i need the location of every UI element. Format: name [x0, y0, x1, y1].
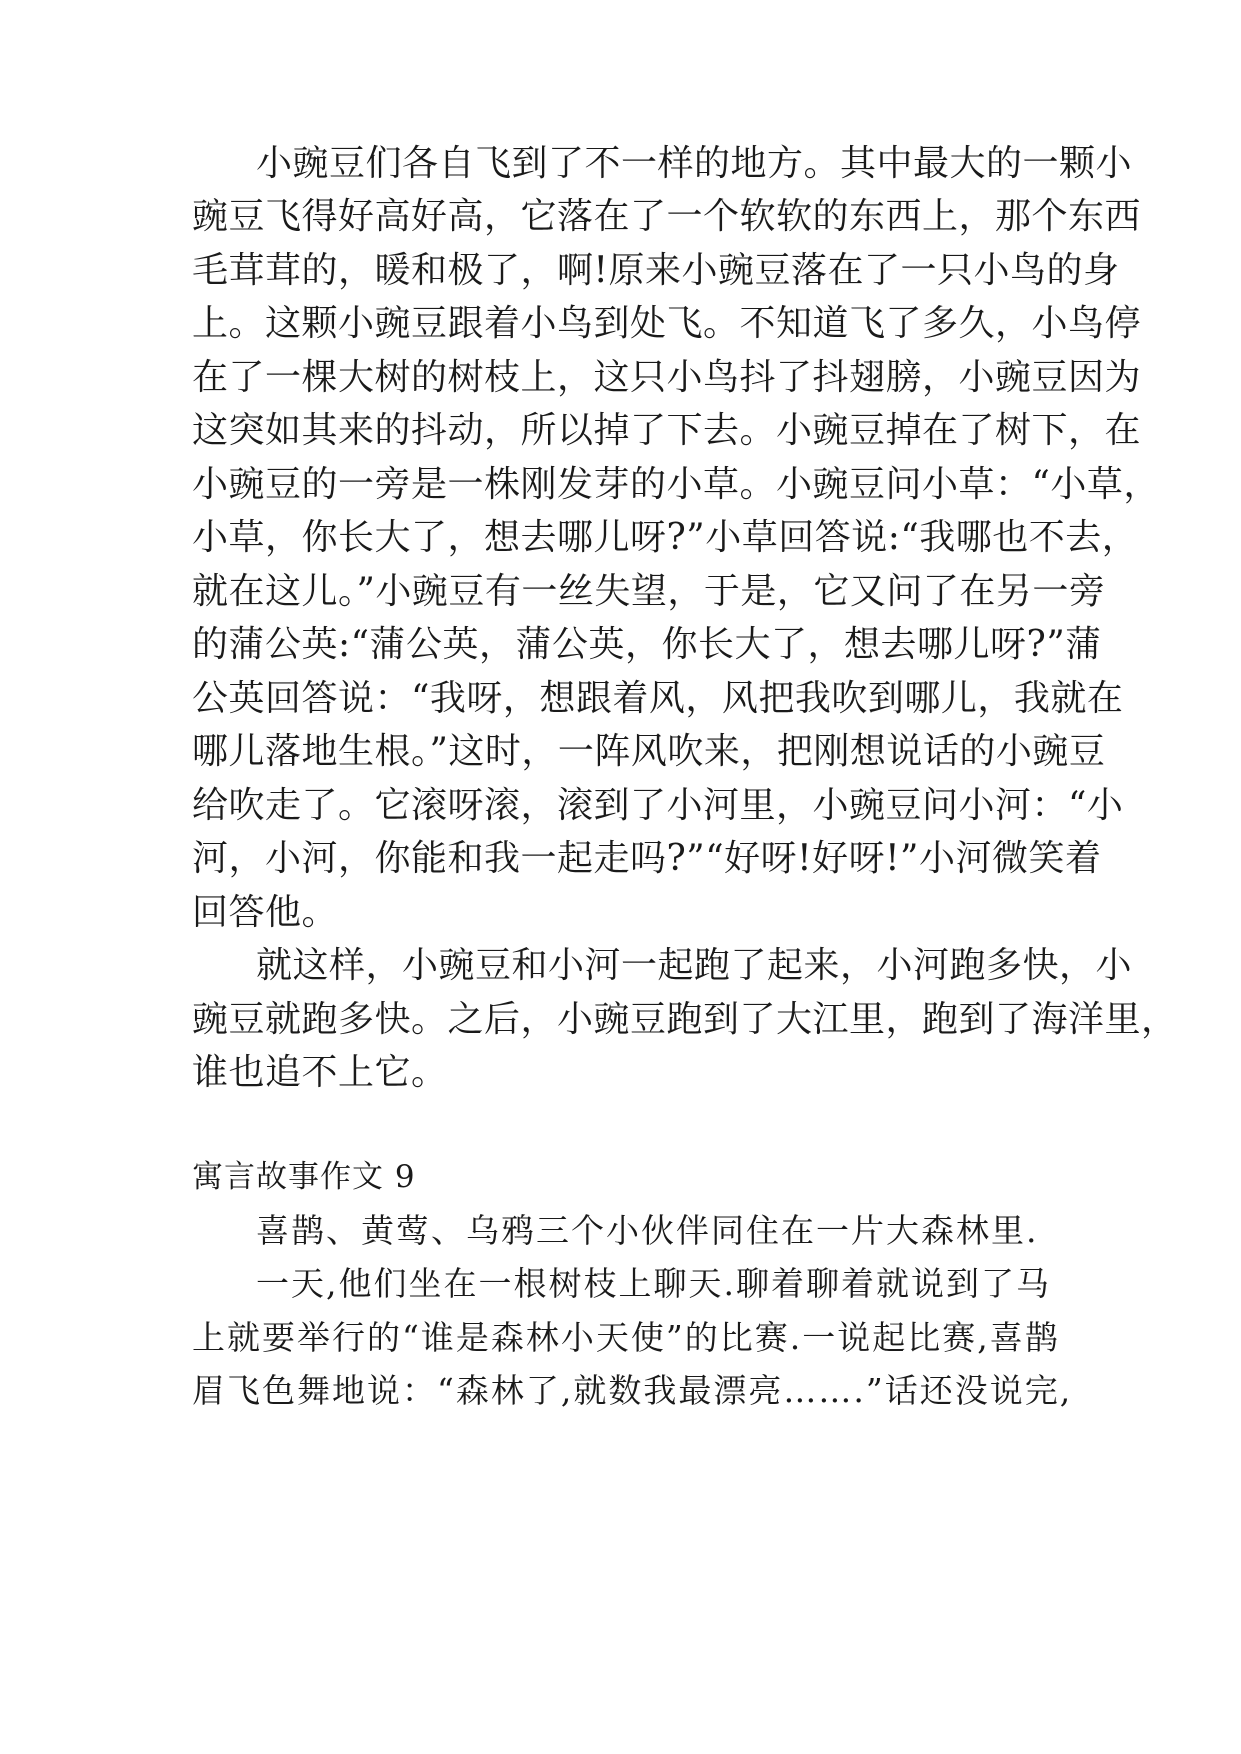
story1-paragraph1-line-8: 小草，你长大了，想去哪儿呀?”小草回答说:“我哪也不去，: [192, 517, 1139, 558]
story1-paragraph1-line-1: 小豌豆们各自飞到了不一样的地方。其中最大的一颗小: [256, 143, 1133, 184]
story2-paragraph1: 喜鹊、黄莺、乌鸦三个小伙伴同住在一片大森林里.: [256, 1211, 1039, 1250]
story1-paragraph1-line-12: 哪儿落地生根。”这时，一阵风吹来，把刚想说话的小豌豆: [192, 731, 1106, 772]
story1-paragraph1-line-7: 小豌豆的一旁是一株刚发芽的小草。小豌豆问小草：“小草，: [192, 464, 1160, 505]
story1-paragraph2-line-2: 豌豆就跑多快。之后，小豌豆跑到了大江里，跑到了海洋里，: [192, 999, 1178, 1040]
story1-paragraph1-line-6: 这突如其来的抖动，所以掉了下去。小豌豆掉在了树下，在: [192, 410, 1142, 451]
story2-paragraph2-line-3: 眉飞色舞地说：“森林了,就数我最漂亮…….”话还没说完,: [192, 1371, 1073, 1410]
story1-paragraph1-line-5: 在了一棵大树的树枝上，这只小鸟抖了抖翅膀，小豌豆因为: [192, 357, 1142, 398]
story1-paragraph1-line-14: 河，小河，你能和我一起走吗?”“好呀!好呀!”小河微笑着: [192, 838, 1102, 879]
story1-paragraph1-line-15: 回答他。: [192, 892, 339, 933]
story1-paragraph2-line-1: 就这样，小豌豆和小河一起跑了起来，小河跑多快，小: [256, 945, 1133, 986]
story2-heading: 寓言故事作文 9: [192, 1159, 416, 1195]
story2-paragraph2-line-1: 一天,他们坐在一根树枝上聊天.聊着聊着就说到了马: [256, 1264, 1051, 1303]
story1-paragraph1-line-13: 给吹走了。它滚呀滚，滚到了小河里，小豌豆问小河：“小: [192, 785, 1124, 826]
story1-paragraph1-line-11: 公英回答说：“我呀，想跟着风，风把我吹到哪儿，我就在: [192, 678, 1124, 719]
story1-paragraph1-line-9: 就在这儿。”小豌豆有一丝失望，于是，它又问了在另一旁: [192, 571, 1106, 612]
story1-paragraph1-line-2: 豌豆飞得好高好高，它落在了一个软软的东西上，那个东西: [192, 196, 1142, 237]
story1-paragraph1-line-10: 的蒲公英:“蒲公英，蒲公英，你长大了，想去哪儿呀?”蒲: [192, 624, 1102, 665]
story1-paragraph1-line-4: 上。这颗小豌豆跟着小鸟到处飞。不知道飞了多久，小鸟停: [192, 303, 1142, 344]
story1-paragraph2-line-3: 谁也追不上它。: [192, 1052, 448, 1093]
story1-paragraph1-line-3: 毛茸茸的，暖和极了，啊!原来小豌豆落在了一只小鸟的身: [192, 250, 1120, 291]
story2-paragraph2-line-2: 上就要举行的“谁是森林小天使”的比赛.一说起比赛,喜鹊: [192, 1318, 1060, 1357]
